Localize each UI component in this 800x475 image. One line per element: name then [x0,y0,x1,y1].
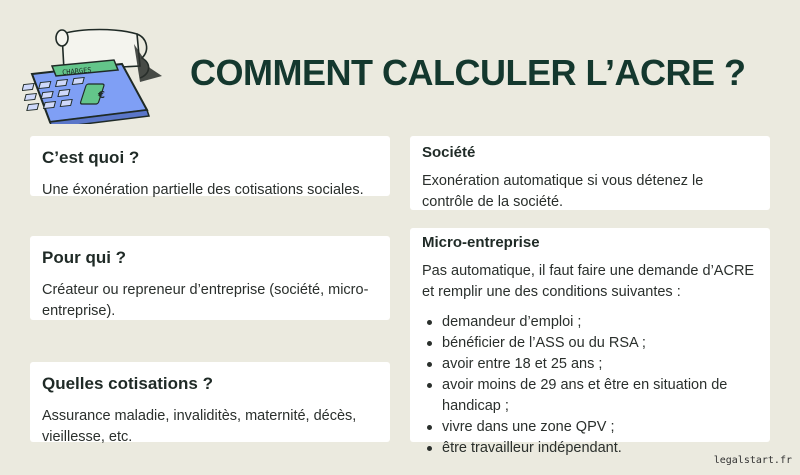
bullet-icon [427,425,432,430]
card-quelles-cotisations [30,362,390,445]
card-heading: Pour qui ? [42,248,127,267]
card-text: Assurance maladie, invaliditès, maternité, décès, vieillesse, etc. [42,408,357,445]
calculator-display: CHARGES [61,66,92,77]
watermark: legalstart.fr [713,455,792,466]
card-heading: C’est quoi ? [42,148,140,167]
card-text: Créateur ou repreneur d’entreprise (société, micro-entreprise). [42,282,369,319]
card-text: Pas automatique, il faut faire une demande d’ACRE et remplir une des conditions suivantes : [422,263,755,300]
list-item-text: demandeur d’emploi ; [442,314,582,330]
page-title: COMMENT CALCULER L’ACRE ? [190,52,746,93]
list-item [422,354,758,375]
list-item [422,312,758,333]
card-text: Exonération automatique si vous détenez le contrôle de la société. [422,173,704,210]
card-heading: Micro-entreprise [422,234,540,251]
header [0,0,800,120]
list-item [422,438,758,459]
list-item-text: bénéficier de l’ASS ou du RSA ; [442,335,646,351]
list-item [422,375,758,417]
bullet-icon [427,446,432,451]
calculator-icon [22,24,172,124]
card-cest-quoi [30,136,390,196]
card-heading: Société [422,144,476,161]
bullet-icon [427,320,432,325]
list-item [422,417,758,438]
list-item-text: avoir moins de 29 ans et être en situation de handicap ; [442,377,728,414]
bullet-icon [427,362,432,367]
card-pour-qui [30,236,390,320]
list-item [422,333,758,354]
conditions-list [422,312,758,459]
svg-text:€: € [98,90,105,101]
card-micro-entreprise [410,228,770,456]
card-heading: Quelles cotisations ? [42,374,213,393]
list-item-text: être travailleur indépendant. [442,440,622,456]
card-societe [410,136,770,210]
bullet-icon [427,383,432,388]
list-item-text: vivre dans une zone QPV ; [442,419,615,435]
bullet-icon [427,341,432,346]
card-text: Une éxonération partielle des cotisations sociales. [42,182,364,198]
list-item-text: avoir entre 18 et 25 ans ; [442,356,603,372]
